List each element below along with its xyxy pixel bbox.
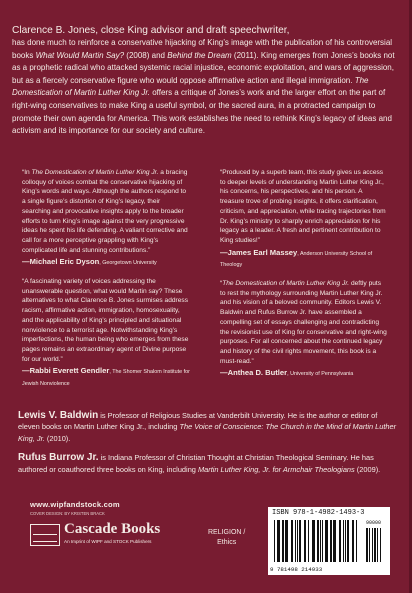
- quote-body: a bracing colloquy of voices combat the conservative hijacking of King’s words and ways. Although the authors respond to a single figure’s distortion of King’s legacy, their searching and provocative insights apply to the broader efforts to turn King’s image against the very progressive ideas he spent his life defending. A valiant corrective and call for a more perceptive grappling with King’s complicated life and stunning contributions.”: [22, 169, 188, 254]
- bio-text: is Indiana Professor of Christian Thought at Christian Theological Seminary. He has authored or coauthored three books on King, including: [18, 453, 374, 474]
- intro-text-1: has done much to reinforce a conservative hijacking of King’s image with the publication of his controversial books: [12, 38, 393, 60]
- category-line-2: Ethics: [217, 539, 237, 546]
- barcode-bar: [304, 520, 306, 562]
- endorser-affiliation: , The Shomer Shalom Institute for Jewish Nonviolence: [22, 369, 190, 388]
- author-name: Rufus Burrow Jr.: [18, 452, 99, 464]
- intro-text-4: offers a critique of Jones’s work and the larger effort on the part of right-wing conservatives to make King a useful symbol, or the sacred aura, in a protracted campaign to promote their own agenda for America. This work establishes the need to rethink King’s legacy of ideas and activism and its importance for our society and culture.: [12, 88, 392, 136]
- cover-design-credit: COVER DESIGN: BY KRISTEN BRACK: [30, 511, 105, 516]
- endorser-affiliation: , Georgetown University: [99, 260, 157, 267]
- endorsement-text: [22, 277, 190, 364]
- barcode-addon-bar: [369, 528, 370, 562]
- barcode-bar: [322, 520, 323, 562]
- endorser-affiliation: , University of Pennsylvania: [287, 371, 354, 378]
- barcode-bar: [312, 520, 315, 562]
- book-category: [208, 528, 245, 548]
- barcode-addon-bar: [377, 528, 378, 562]
- barcode-bar: [330, 520, 332, 562]
- quote-body: deftly puts to rest the mythology surrounding Martin Luther King Jr. and his vision of a beloved community. Editors Lewis V. Baldwin and Rufus Burrow Jr. have assembled a compelling set of essays challenging and contradicting the revisionist use of King for conservative and right-wing purposes. For all concerned about the continued legacy and history of the civil rights movement, this book is a must-read.”: [220, 280, 387, 365]
- intro-book-2: Behind the Dream: [167, 50, 232, 60]
- endorsements-right: [220, 168, 388, 388]
- barcode-bar: [345, 520, 346, 562]
- intro-text-2: (2008) and: [124, 50, 168, 60]
- barcode-addon-bar: [374, 528, 376, 562]
- barcode-addon-bar: [380, 528, 381, 562]
- endorsements-left: [22, 168, 190, 398]
- endorsement-butler: [220, 279, 388, 380]
- bio-book-title: Martin Luther King, Jr. for Armchair Theologians: [197, 464, 355, 474]
- endorser-name: —James Earl Massey: [220, 247, 298, 257]
- barcode-bar: [343, 520, 344, 562]
- barcode-bar: [356, 520, 357, 562]
- endorsements: [22, 168, 390, 400]
- endorsement-gendler: [22, 277, 190, 390]
- barcode-bar: [277, 520, 280, 562]
- cascade-logo-icon: [30, 524, 60, 546]
- intro-book-1: What Would Martin Say?: [35, 50, 125, 60]
- publisher-imprint: An Imprint of WIPF and STOCK Publishers: [64, 539, 152, 544]
- barcode-bar: [317, 520, 319, 562]
- bio-book-title: The Voice of Conscience: The Church in the Mind of Martin Luther King, Jr.: [18, 422, 397, 443]
- barcode-bar: [333, 520, 336, 562]
- barcode-bar: [274, 520, 275, 562]
- quote-body: “Produced by a superb team, this study gives us access to deeper levels of understanding Martin Luther King Jr., his concerns, his perspectives, and his person. A treasure trove of probing insights, it offers clarification, criticism, and appreciation, while tracing trajectories from Dr. King’s ministry to sharply enrich appreciation for his legacy as a leader. A fresh and pertinent contribution to King studies!”: [220, 169, 386, 244]
- publisher-name: Cascade Books: [64, 521, 161, 537]
- quote-body: “A fascinating variety of voices addressing the unanswerable question, what would Martin say? These alternatives to what Clarence B. Jones surmises address racism, affirmative action, immigration, homosexuality, and the applicability of King’s principled and situational nonviolence to a terrorist age. Notwithstanding King’s imperfections, the human being who emerges from these pages remains an extraordinary agent of Divine purpose for our world.”: [22, 278, 189, 363]
- bio-text: is Professor of Religious Studies at Vanderbilt University. He is the author or editor of eleven books on Martin Luther King Jr., including: [18, 411, 378, 432]
- barcode-bar: [320, 520, 321, 562]
- intro-book-3: The Domestication of Martin Luther King Jr.: [12, 75, 369, 98]
- endorsement-attribution: [220, 248, 388, 271]
- barcode-bar: [295, 520, 296, 562]
- barcode-bar: [308, 520, 309, 562]
- quote-book-title: The Domestication of Martin Luther King Jr.: [222, 280, 350, 288]
- bio-text-end: (2010).: [44, 433, 71, 443]
- endorsement-attribution: [22, 366, 190, 389]
- intro-lead: Clarence B. Jones, close King advisor and draft speechwriter,: [12, 25, 290, 36]
- quote-book-title: The Domestication of Martin Luther King Jr.: [31, 169, 159, 176]
- barcode-bar: [339, 520, 341, 562]
- author-name: Lewis V. Baldwin: [18, 410, 99, 421]
- endorser-name: —Michael Eric Dyson: [22, 257, 100, 267]
- barcode-bars: [274, 520, 364, 562]
- endorsement-attribution: [220, 368, 388, 380]
- endorser-name: —Rabbi Everett Gendler: [22, 366, 110, 376]
- author-bios: [18, 410, 398, 483]
- barcode: [268, 507, 390, 575]
- barcode-addon-bar: [366, 528, 368, 562]
- barcode-digits: 9 781498 214933: [270, 566, 323, 573]
- endorsement-attribution: [22, 257, 190, 269]
- publisher-logo: [30, 522, 160, 546]
- barcode-bar: [347, 520, 349, 562]
- endorsement-massey: [220, 168, 388, 271]
- endorsement-dyson: [22, 168, 190, 269]
- endorsement-text: [220, 279, 388, 366]
- intro-text-3: (2011). King emerges from Jones’s books not as a prophetic radical who attacked systemic racial injustice, economic exploitation, and wars of aggression, but as a fiercely conservative figure who would oppose affirmative action and illegal immigration.: [12, 50, 395, 85]
- bio-burrow: [18, 452, 398, 475]
- category-line-1: RELIGION /: [208, 529, 246, 536]
- endorsement-text: [22, 168, 190, 255]
- barcode-bar: [299, 520, 301, 562]
- bio-baldwin: [18, 410, 398, 444]
- intro-blurb: [12, 24, 400, 138]
- quote-open: “In: [22, 169, 32, 176]
- barcode-bar: [282, 520, 284, 562]
- barcode-bar: [325, 520, 328, 562]
- barcode-bar: [352, 520, 354, 562]
- bio-text-end: (2009).: [354, 464, 381, 474]
- endorser-affiliation: , Anderson University School of Theology: [220, 250, 373, 269]
- quote-open: “: [220, 280, 223, 288]
- endorsement-text: [220, 168, 388, 246]
- publisher-url[interactable]: www.wipfandstock.com: [30, 500, 120, 509]
- barcode-bar: [285, 520, 288, 562]
- endorser-name: —Anthea D. Butler: [220, 368, 288, 378]
- barcode-addon-bars: [366, 528, 386, 562]
- barcode-addon-digits: 90000: [366, 520, 382, 526]
- barcode-addon-bar: [372, 528, 373, 562]
- isbn-text: ISBN 978-1-4982-1493-3: [272, 509, 365, 517]
- publisher-block: [30, 500, 160, 546]
- barcode-bar: [291, 520, 293, 562]
- barcode-bar: [297, 520, 298, 562]
